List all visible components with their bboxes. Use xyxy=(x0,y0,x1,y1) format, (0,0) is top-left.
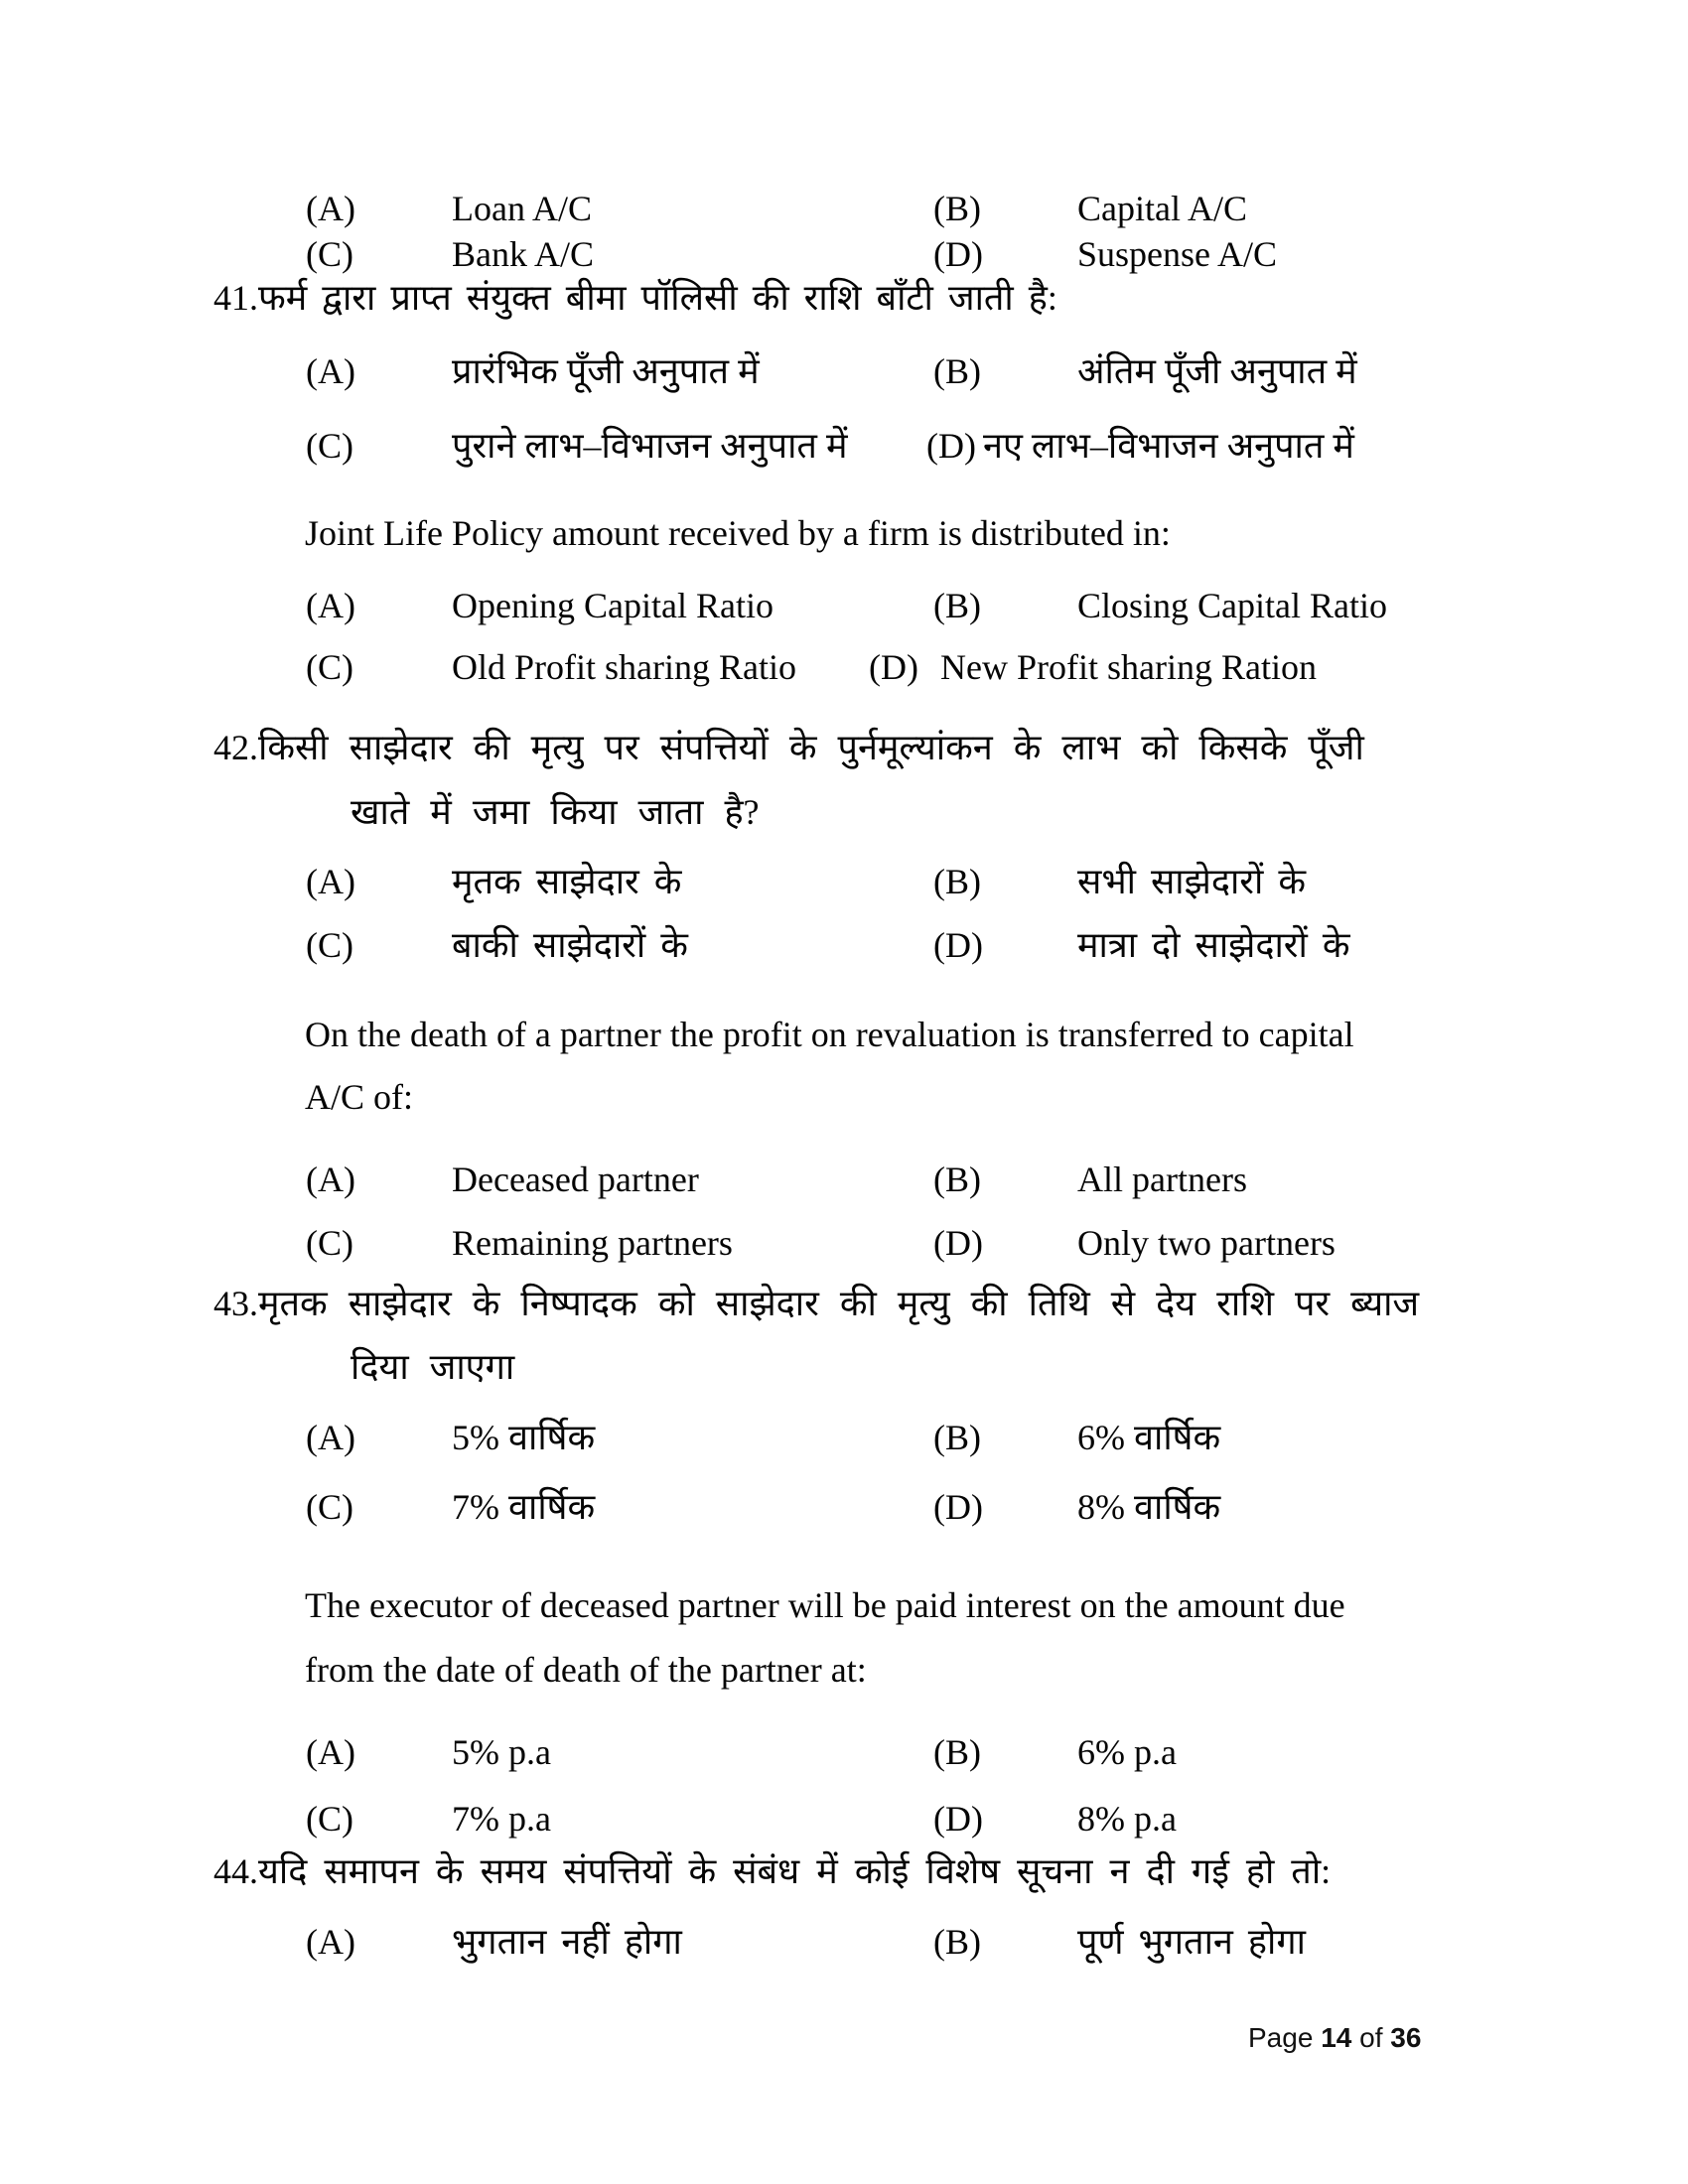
question-41-english xyxy=(305,511,1171,556)
q43-english-options-row-ab xyxy=(0,1730,1688,1784)
option-label-d: (D) xyxy=(933,1799,983,1839)
q44-hindi-options-row-ab xyxy=(0,1920,1688,1974)
option-label-d: (D) xyxy=(926,426,976,466)
option-label-c: (C) xyxy=(306,925,353,965)
q41-english-options-row-ab xyxy=(0,584,1688,637)
question-42-english-line1 xyxy=(305,1013,1354,1057)
question-43-number: 43. xyxy=(213,1284,258,1323)
option-label-a: (A) xyxy=(306,586,355,625)
option-label-c: (C) xyxy=(306,1799,353,1839)
option-label-b: (B) xyxy=(933,1160,981,1199)
option-text-b: All partners xyxy=(1077,1160,1247,1199)
option-label-c: (C) xyxy=(306,1487,353,1527)
option-label-d: (D) xyxy=(869,647,918,687)
option-label-b: (B) xyxy=(933,351,981,391)
option-label-b: (B) xyxy=(933,189,981,228)
option-text-d: नए लाभ–विभाजन अनुपात में xyxy=(983,426,1354,466)
option-label-a: (A) xyxy=(306,862,355,901)
question-44-number: 44. xyxy=(213,1851,258,1891)
option-label-a: (A) xyxy=(306,1922,355,1962)
option-text-b: सभी साझेदारों के xyxy=(1077,862,1306,901)
question-42-hindi-line1 xyxy=(213,726,1364,770)
question-42-number: 42. xyxy=(213,728,258,767)
q43-english-options-row-cd xyxy=(0,1797,1688,1850)
option-text-a: मृतक साझेदार के xyxy=(452,862,682,901)
option-label-a: (A) xyxy=(306,351,355,391)
q41-hindi-options-row-ab xyxy=(0,349,1688,403)
q42-hindi-options-row-cd xyxy=(0,923,1688,977)
option-text-c: 7% वार्षिक xyxy=(452,1487,596,1527)
question-41-hindi-text: फर्म द्वारा प्राप्त संयुक्त बीमा पॉलिसी की राशि बाँटी जाती है: xyxy=(258,278,1057,318)
option-text-b: 6% p.a xyxy=(1077,1732,1177,1772)
question-43-english-text-line2: from the date of death of the partner at: xyxy=(305,1650,867,1690)
option-text-b: 6% वार्षिक xyxy=(1077,1418,1221,1457)
option-text-a: Loan A/C xyxy=(452,189,592,228)
option-text-c: Old Profit sharing Ratio xyxy=(452,647,796,687)
option-text-d: 8% वार्षिक xyxy=(1077,1487,1221,1527)
question-43-hindi-line1 xyxy=(213,1282,1419,1326)
option-label-d: (D) xyxy=(933,234,983,274)
option-label-a: (A) xyxy=(306,1732,355,1772)
question-41-hindi xyxy=(213,276,1057,321)
question-42-english-text-line2: A/C of: xyxy=(305,1077,414,1117)
option-text-c: 7% p.a xyxy=(452,1799,551,1839)
option-text-d: मात्रा दो साझेदारों के xyxy=(1077,925,1350,965)
option-text-c: Remaining partners xyxy=(452,1223,733,1263)
question-44-hindi-line1 xyxy=(213,1849,1331,1894)
option-text-c: पुराने लाभ–विभाजन अनुपात में xyxy=(452,426,848,466)
question-42-english-line2 xyxy=(305,1075,413,1120)
question-42-english-text-line1: On the death of a partner the profit on revaluation is transferred to capital xyxy=(305,1015,1354,1054)
option-label-d: (D) xyxy=(933,1487,983,1527)
option-label-a: (A) xyxy=(306,1418,355,1457)
question-43-hindi-line2 xyxy=(351,1345,514,1390)
option-label-b: (B) xyxy=(933,586,981,625)
footer-page-prefix: Page xyxy=(1248,2022,1314,2053)
option-label-c: (C) xyxy=(306,1223,353,1263)
question-43-hindi-text-line2: दिया जाएगा xyxy=(351,1347,515,1387)
page-footer xyxy=(1248,2022,1421,2054)
question-41-english-text: Joint Life Policy amount received by a firm is distributed in: xyxy=(305,513,1171,553)
option-text-d: Suspense A/C xyxy=(1077,234,1278,274)
footer-page-number: 14 xyxy=(1321,2022,1352,2053)
option-text-d: New Profit sharing Ration xyxy=(940,647,1317,687)
question-41-number: 41. xyxy=(213,278,258,318)
option-label-b: (B) xyxy=(933,1418,981,1457)
footer-total-pages: 36 xyxy=(1390,2022,1422,2053)
q43-hindi-options-row-ab xyxy=(0,1416,1688,1469)
footer-of-label: of xyxy=(1359,2022,1383,2053)
question-43-hindi-text-line1: मृतक साझेदार के निष्पादक को साझेदार की मृत्यु की तिथि से देय राशि पर ब्याज xyxy=(258,1284,1420,1323)
option-label-d: (D) xyxy=(933,1223,983,1263)
question-42-hindi-text-line1: किसी साझेदार की मृत्यु पर संपत्तियों के पुर्नमूल्यांकन के लाभ को किसके पूँजी xyxy=(258,728,1364,767)
option-label-c: (C) xyxy=(306,647,353,687)
option-label-a: (A) xyxy=(306,189,355,228)
q41-english-options-row-cd xyxy=(0,645,1688,699)
option-text-a: 5% p.a xyxy=(452,1732,551,1772)
q42-english-options-row-ab xyxy=(0,1158,1688,1211)
question-44-hindi-text-line1: यदि समापन के समय संपत्तियों के संबंध में कोई विशेष सूचना न दी गई हो तो: xyxy=(258,1851,1332,1891)
option-text-b: पूर्ण भुगतान होगा xyxy=(1077,1922,1306,1962)
question-43-english-text-line1: The executor of deceased partner will be paid interest on the amount due xyxy=(305,1585,1345,1625)
option-label-a: (A) xyxy=(306,1160,355,1199)
question-43-english-line1 xyxy=(305,1583,1345,1628)
option-text-b: अंतिम पूँजी अनुपात में xyxy=(1077,351,1357,391)
question-42-hindi-text-line2: खाते में जमा किया जाता है? xyxy=(351,792,760,832)
option-text-b: Closing Capital Ratio xyxy=(1077,586,1387,625)
q42-english-options-row-cd xyxy=(0,1221,1688,1275)
option-label-b: (B) xyxy=(933,1922,981,1962)
q43-hindi-options-row-cd xyxy=(0,1485,1688,1539)
question-42-hindi-line2 xyxy=(351,790,760,835)
option-label-c: (C) xyxy=(306,234,353,274)
option-label-b: (B) xyxy=(933,862,981,901)
option-text-b: Capital A/C xyxy=(1077,189,1247,228)
option-text-a: भुगतान नहीं होगा xyxy=(452,1922,682,1962)
option-label-b: (B) xyxy=(933,1732,981,1772)
option-text-a: प्रारंभिक पूँजी अनुपात में xyxy=(452,351,760,391)
option-text-d: 8% p.a xyxy=(1077,1799,1177,1839)
option-text-c: Bank A/C xyxy=(452,234,595,274)
option-text-a: 5% वार्षिक xyxy=(452,1418,596,1457)
option-text-d: Only two partners xyxy=(1077,1223,1336,1263)
option-label-d: (D) xyxy=(933,925,983,965)
question-43-english-line2 xyxy=(305,1648,867,1693)
q42-hindi-options-row-ab xyxy=(0,860,1688,913)
option-text-a: Opening Capital Ratio xyxy=(452,586,774,625)
q41-hindi-options-row-cd xyxy=(0,424,1688,478)
option-label-c: (C) xyxy=(306,426,353,466)
option-text-c: बाकी साझेदारों के xyxy=(452,925,688,965)
option-text-a: Deceased partner xyxy=(452,1160,699,1199)
